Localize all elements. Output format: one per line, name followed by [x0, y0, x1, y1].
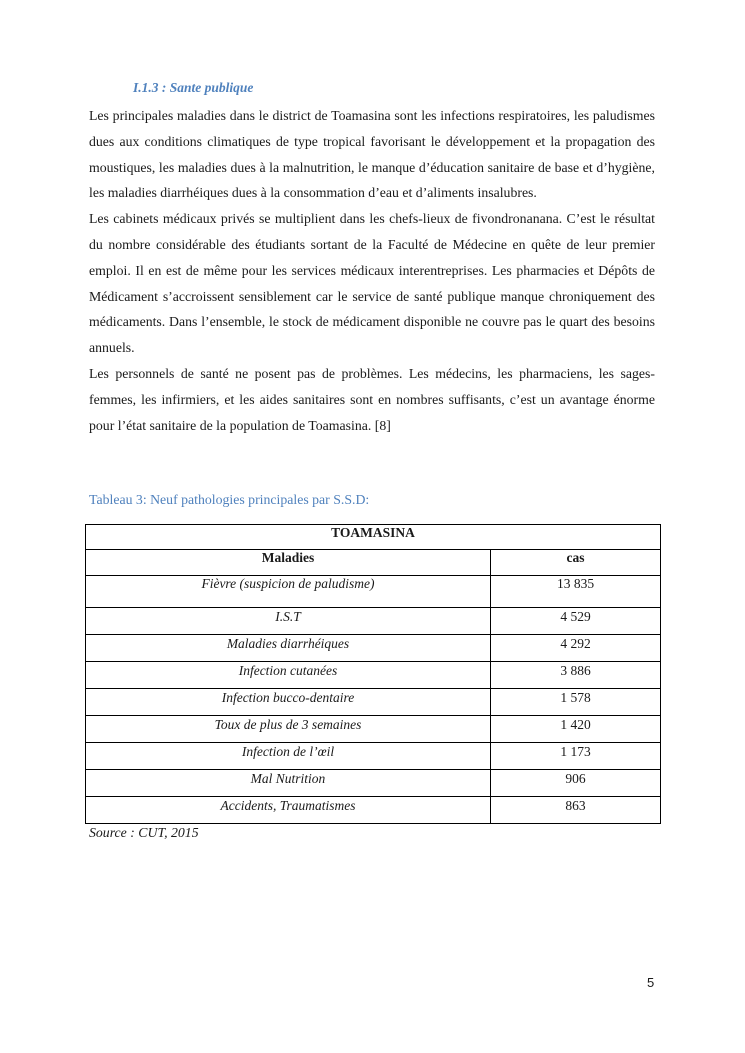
paragraph-diseases: Les principales maladies dans le district de Toamasina sont les infections respiratoires, les paludismes dues aux conditions climatiques de type tropical favorisant le développement et la propagation des moustiques, les maladies dues à la malnutrition, le manque d’éducation sanitaire de base et d’hygiène, les maladies diarrhéiques dues à la consommation d’eau et d’aliments insalubres.: [89, 108, 655, 201]
disease-cell: Infection de l’œil: [86, 743, 491, 770]
table-row: [86, 797, 661, 824]
column-header-maladies: Maladies: [86, 550, 491, 576]
cases-cell: 13 835: [491, 576, 661, 608]
cases-cell: 3 886: [491, 662, 661, 689]
section-heading: I.1.3 : Sante publique: [133, 80, 254, 95]
table-title-row: [86, 525, 661, 550]
disease-cell: Infection bucco-dentaire: [86, 689, 491, 716]
paragraph-personnel: Les personnels de santé ne posent pas de problèmes. Les médecins, les pharmaciens, les sages-femmes, les infirmiers, et les aides sanitaires sont en nombres suffisants, c’est un avantage énorme pour l’état sanitaire de la population de Toamasina. [8]: [89, 365, 655, 433]
cases-cell: 906: [491, 770, 661, 797]
table-source: Source : CUT, 2015: [89, 825, 199, 840]
table-row: [86, 770, 661, 797]
table-row: [86, 608, 661, 635]
table-row: [86, 576, 661, 608]
table-row: [86, 689, 661, 716]
cases-cell: 1 420: [491, 716, 661, 743]
table-row: [86, 662, 661, 689]
table-title: TOAMASINA: [86, 525, 661, 550]
disease-cell: Mal Nutrition: [86, 770, 491, 797]
table-row: [86, 635, 661, 662]
table-row: [86, 716, 661, 743]
disease-cell: I.S.T: [86, 608, 491, 635]
page-number: 5: [647, 975, 655, 990]
paragraph-clinics: Les cabinets médicaux privés se multiplient dans les chefs-lieux de fivondronanana. C’est le résultat du nombre considérable des étudiants sortant de la Faculté de Médecine en quête de leur premier emploi. Il en est de même pour les services médicaux interentreprises. Les pharmacies et Dépôts de Médicament s’accroissent sensiblement car le service de santé publique manque chroniquement des médicaments. Dans l’ensemble, le stock de médicament disponible ne couvre pas le quart des besoins annuels.: [89, 211, 655, 356]
table-caption: Tableau 3: Neuf pathologies principales par S.S.D:: [89, 492, 370, 507]
disease-cell: Maladies diarrhéiques: [86, 635, 491, 662]
cases-cell: 4 292: [491, 635, 661, 662]
disease-cell: Accidents, Traumatismes: [86, 797, 491, 824]
table-row: [86, 743, 661, 770]
cases-cell: 863: [491, 797, 661, 824]
cases-cell: 1 173: [491, 743, 661, 770]
disease-cell: Fièvre (suspicion de paludisme): [86, 576, 491, 608]
disease-cell: Toux de plus de 3 semaines: [86, 716, 491, 743]
cases-cell: 1 578: [491, 689, 661, 716]
table-header-row: [86, 550, 661, 576]
pathologies-table: [85, 524, 661, 824]
column-header-cas: cas: [491, 550, 661, 576]
body-text: [89, 103, 655, 438]
cases-cell: 4 529: [491, 608, 661, 635]
disease-cell: Infection cutanées: [86, 662, 491, 689]
